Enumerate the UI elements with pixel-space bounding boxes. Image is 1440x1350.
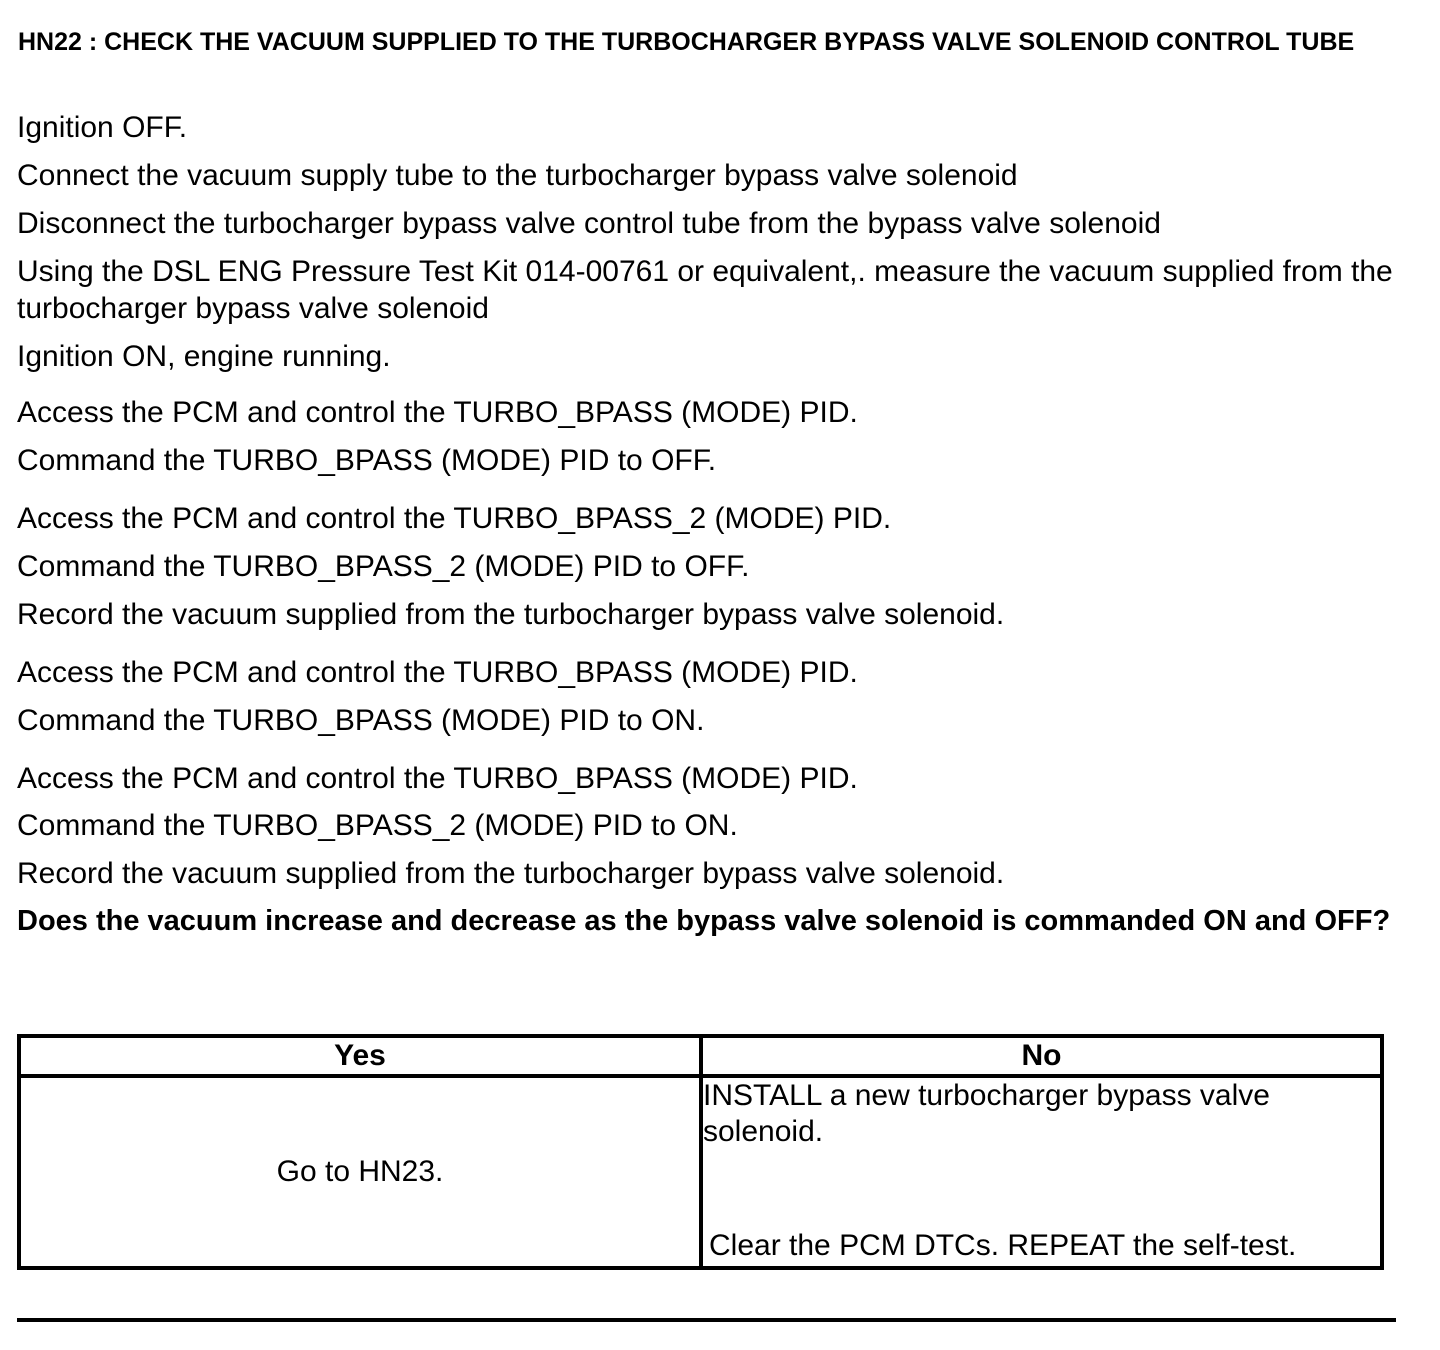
no-header: No <box>701 1036 1382 1076</box>
yes-action-cell <box>19 1076 701 1268</box>
step-command-turbo-bpass-off: Command the TURBO_BPASS (MODE) PID to OFF. <box>17 444 717 477</box>
no-action-cell <box>701 1076 1382 1268</box>
step-access-turbo-bpass-2: Access the PCM and control the TURBO_BPASS_2 (MODE) PID. <box>17 502 892 535</box>
step-access-turbo-bpass-third: Access the PCM and control the TURBO_BPASS (MODE) PID. <box>17 762 858 795</box>
step-connect-supply-tube: Connect the vacuum supply tube to the turbocharger bypass valve solenoid <box>17 159 1018 192</box>
no-action-clear-dtcs: Clear the PCM DTCs. REPEAT the self-test. <box>709 1229 1297 1262</box>
no-action-install: INSTALL a new turbocharger bypass valve solenoid. <box>703 1079 1270 1148</box>
decision-question: Does the vacuum increase and decrease as the bypass valve solenoid is commanded ON and OFF? <box>17 905 1391 937</box>
bottom-divider <box>17 1318 1396 1322</box>
step-access-turbo-bpass-again: Access the PCM and control the TURBO_BPASS (MODE) PID. <box>17 656 858 689</box>
step-record-vacuum-off: Record the vacuum supplied from the turbocharger bypass valve solenoid. <box>17 598 1005 631</box>
step-measure-vacuum: Using the DSL ENG Pressure Test Kit 014-00761 or equivalent,. measure the vacuum supplied from the turbocharger bypass valve solenoid <box>17 255 1393 325</box>
yes-action-link[interactable]: Go to HN23. <box>276 1155 444 1188</box>
step-ignition-on: Ignition ON, engine running. <box>17 340 391 373</box>
step-access-turbo-bpass: Access the PCM and control the TURBO_BPASS (MODE) PID. <box>17 396 858 429</box>
step-disconnect-control-tube: Disconnect the turbocharger bypass valve control tube from the bypass valve solenoid <box>17 207 1161 240</box>
step-ignition-off: Ignition OFF. <box>17 111 188 144</box>
yes-header: Yes <box>19 1036 701 1076</box>
step-command-turbo-bpass-2-on: Command the TURBO_BPASS_2 (MODE) PID to ON. <box>17 809 738 842</box>
step-command-turbo-bpass-on: Command the TURBO_BPASS (MODE) PID to ON. <box>17 704 705 737</box>
decision-table <box>17 1034 1384 1270</box>
step-record-vacuum-on: Record the vacuum supplied from the turbocharger bypass valve solenoid. <box>17 857 1005 890</box>
step-command-turbo-bpass-2-off: Command the TURBO_BPASS_2 (MODE) PID to OFF. <box>17 550 750 583</box>
procedure-heading: HN22 : CHECK THE VACUUM SUPPLIED TO THE TURBOCHARGER BYPASS VALVE SOLENOID CONTROL TUBE <box>18 28 1355 56</box>
